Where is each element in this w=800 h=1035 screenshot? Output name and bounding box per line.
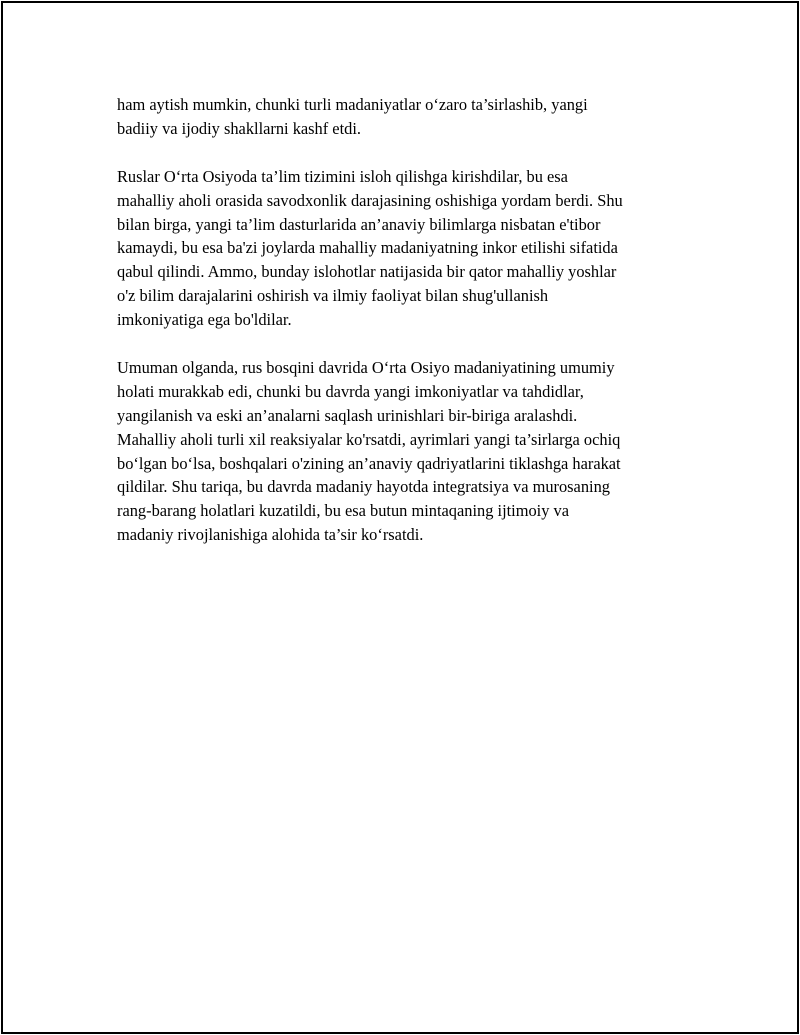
text-line: badiiy va ijodiy shakllarni kashf etdi. (117, 118, 361, 138)
text-line: qabul qilindi. Ammo, bunday islohotlar natijasida bir qator mahalliy yoshlar (117, 262, 617, 282)
text-line: mahalliy aholi orasida savodxonlik darajasining oshishiga yordam berdi. Shu (117, 190, 623, 210)
text-line: bilan birga, yangi ta’lim dasturlarida an’anaviy bilimlarga nisbatan e'tibor (117, 214, 601, 234)
text-line: imkoniyatiga ega bo'ldilar. (117, 310, 292, 330)
text-line: kamaydi, bu esa ba'zi joylarda mahalliy madaniyatning inkor etilishi sifatida (117, 238, 618, 258)
text-line: madaniy rivojlanishiga alohida ta’sir ko‘rsatdi. (117, 525, 424, 545)
paragraph-3 (117, 356, 697, 547)
text-line: bo‘lgan bo‘lsa, boshqalari o'zining an’anaviy qadriyatlarini tiklashga harakat (117, 453, 621, 473)
text-line: qildilar. Shu tariqa, bu davrda madaniy hayotda integratsiya va murosaning (117, 477, 610, 497)
text-line: Mahalliy aholi turli xil reaksiyalar ko'rsatdi, ayrimlari yangi ta’sirlarga ochiq (117, 429, 621, 449)
text-line: holati murakkab edi, chunki bu davrda yangi imkoniyatlar va tahdidlar, (117, 381, 584, 401)
text-line: yangilanish va eski an’analarni saqlash urinishlari bir-biriga aralashdi. (117, 405, 578, 425)
text-line: Umuman olganda, rus bosqini davrida O‘rta Osiyo madaniyatining umumiy (117, 357, 615, 377)
text-line: o'z bilim darajalarini oshirish va ilmiy faoliyat bilan shug'ullanish (117, 286, 549, 306)
paragraph-1 (117, 93, 697, 141)
text-line: ham aytish mumkin, chunki turli madaniyatlar o‘zaro ta’sirlashib, yangi (117, 95, 588, 114)
paragraph-2 (117, 165, 697, 332)
document-body (117, 93, 697, 571)
text-line: rang-barang holatlari kuzatildi, bu esa butun mintaqaning ijtimoiy va (117, 501, 569, 521)
text-line: Ruslar O‘rta Osiyoda ta’lim tizimini isloh qilishga kirishdilar, bu esa (117, 166, 568, 186)
